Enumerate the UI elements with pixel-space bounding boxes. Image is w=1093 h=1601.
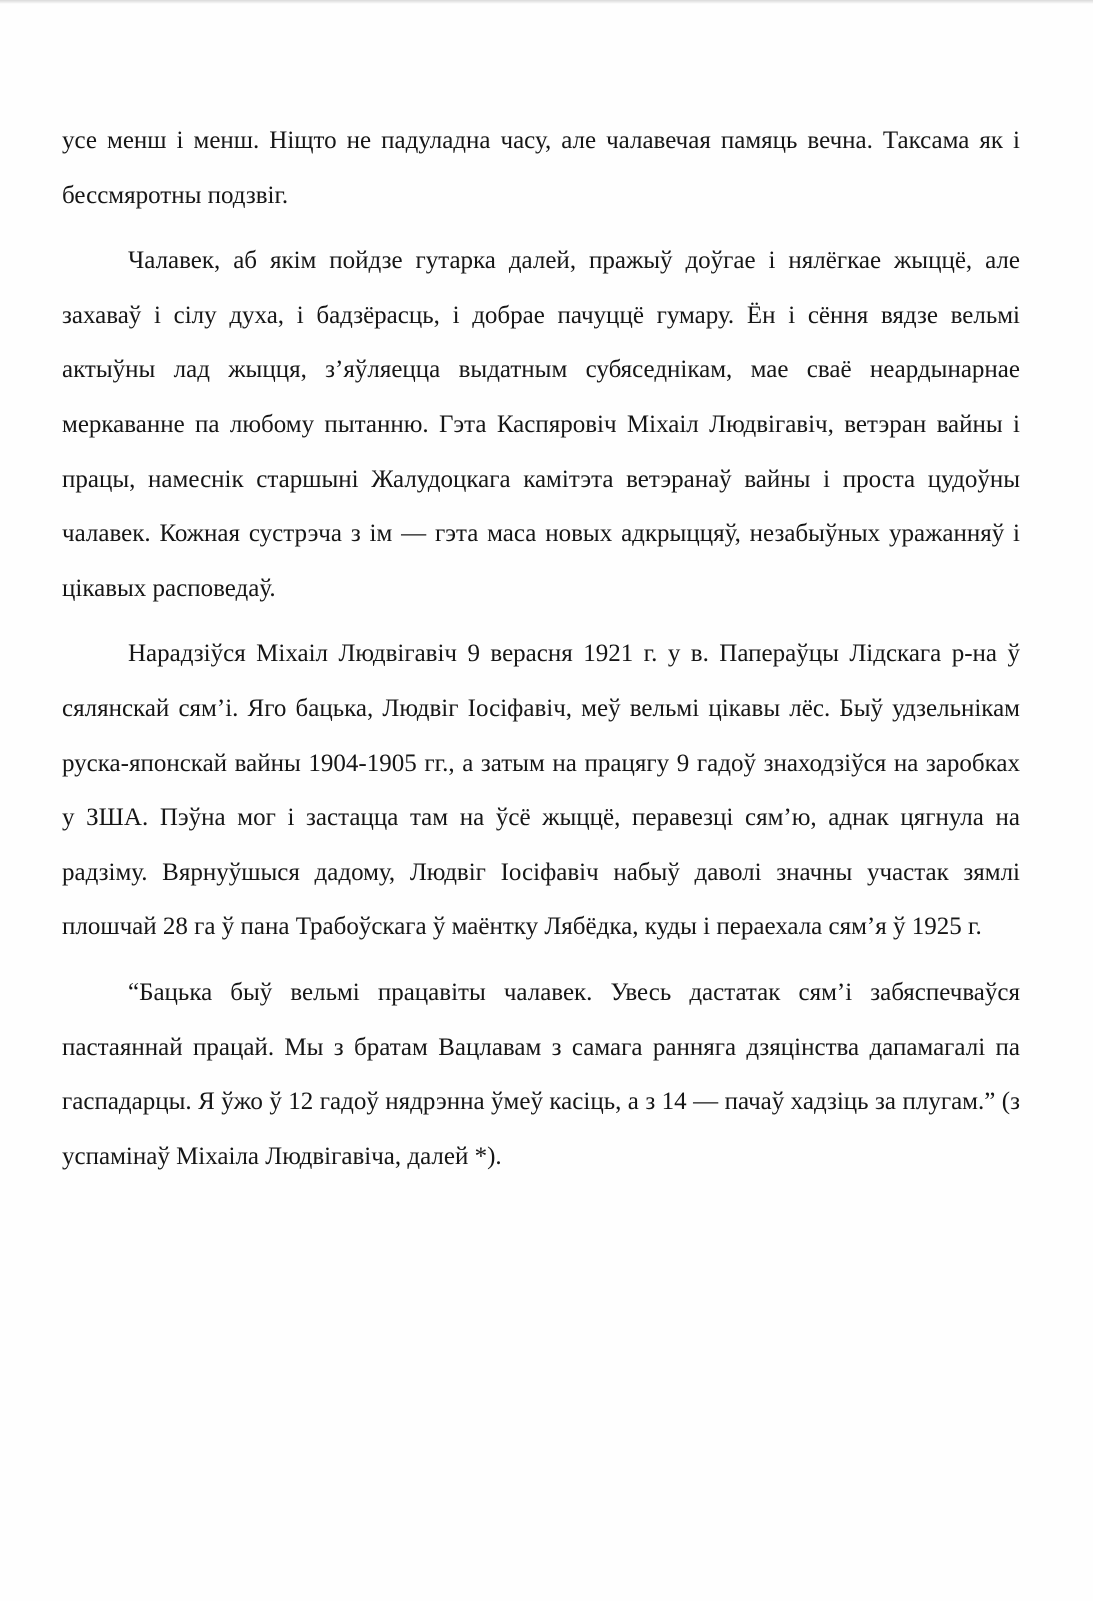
body-text: [62, 114, 1020, 1184]
paragraph-1: усе менш і менш. Ніщто не падуладна часу, але чалавечая памяць вечна. Таксама як і бессмяротны подзвіг.: [62, 127, 1020, 209]
scan-edge-shadow: [0, 0, 1093, 4]
paragraph-3: Нарадзіўся Міхаіл Людвігавіч 9 верасня 1921 г. у в. Папераўцы Лідскага р-на ў сялянскай сям’і. Яго бацька, Людвіг Іосіфавіч, меў вельмі цікавы лёс. Быў удзельнікам руска-японскай вайны 1904-1905 гг., а затым на працягу 9 гадоў знаходзіўся на заробках у ЗША. Пэўна мог і застацца там на ўсё жыццё, перавезці сям’ю, аднак цягнула на радзіму. Вярнуўшыся дадому, Людвіг Іосіфавіч набыў даволі значны участак зямлі плошчай 28 га ў пана Трабоўскага ў маёнтку Лябёдка, куды і пераехала сям’я ў 1925 г.: [62, 640, 1020, 941]
paragraph-2: Чалавек, аб якім пойдзе гутарка далей, пражыў доўгае і нялёгкае жыццё, але захаваў і сілу духа, і бадзёрасць, і добрае пачуццё гумару. Ён і сёння вядзе вельмі актыўны лад жыцця, з’яўляецца выдатным субяседнікам, мае сваё неардынарнае меркаванне па любому пытанню. Гэта Каспяровіч Міхаіл Людвігавіч, ветэран вайны і працы, намеснік старшыні Жалудоцкага камітэта ветэранаў вайны і проста цудоўны чалавек. Кожная сустрэча з ім — гэта маса новых адкрыццяў, незабыўных уражанняў і цікавых расповедаў.: [62, 247, 1020, 602]
paragraph-4: “Бацька быў вельмі працавіты чалавек. Увесь дастатак сям’і забяспечваўся пастаяннай працай. Мы з братам Вацлавам з самага ранняга дзяцінства дапамагалі па гаспадарцы. Я ўжо ў 12 гадоў нядрэнна ўмеў касіць, а з 14 — пачаў хадзіць за плугам.” (з успамінаў Міхаіла Людвігавіча, далей *).: [62, 978, 1020, 1170]
